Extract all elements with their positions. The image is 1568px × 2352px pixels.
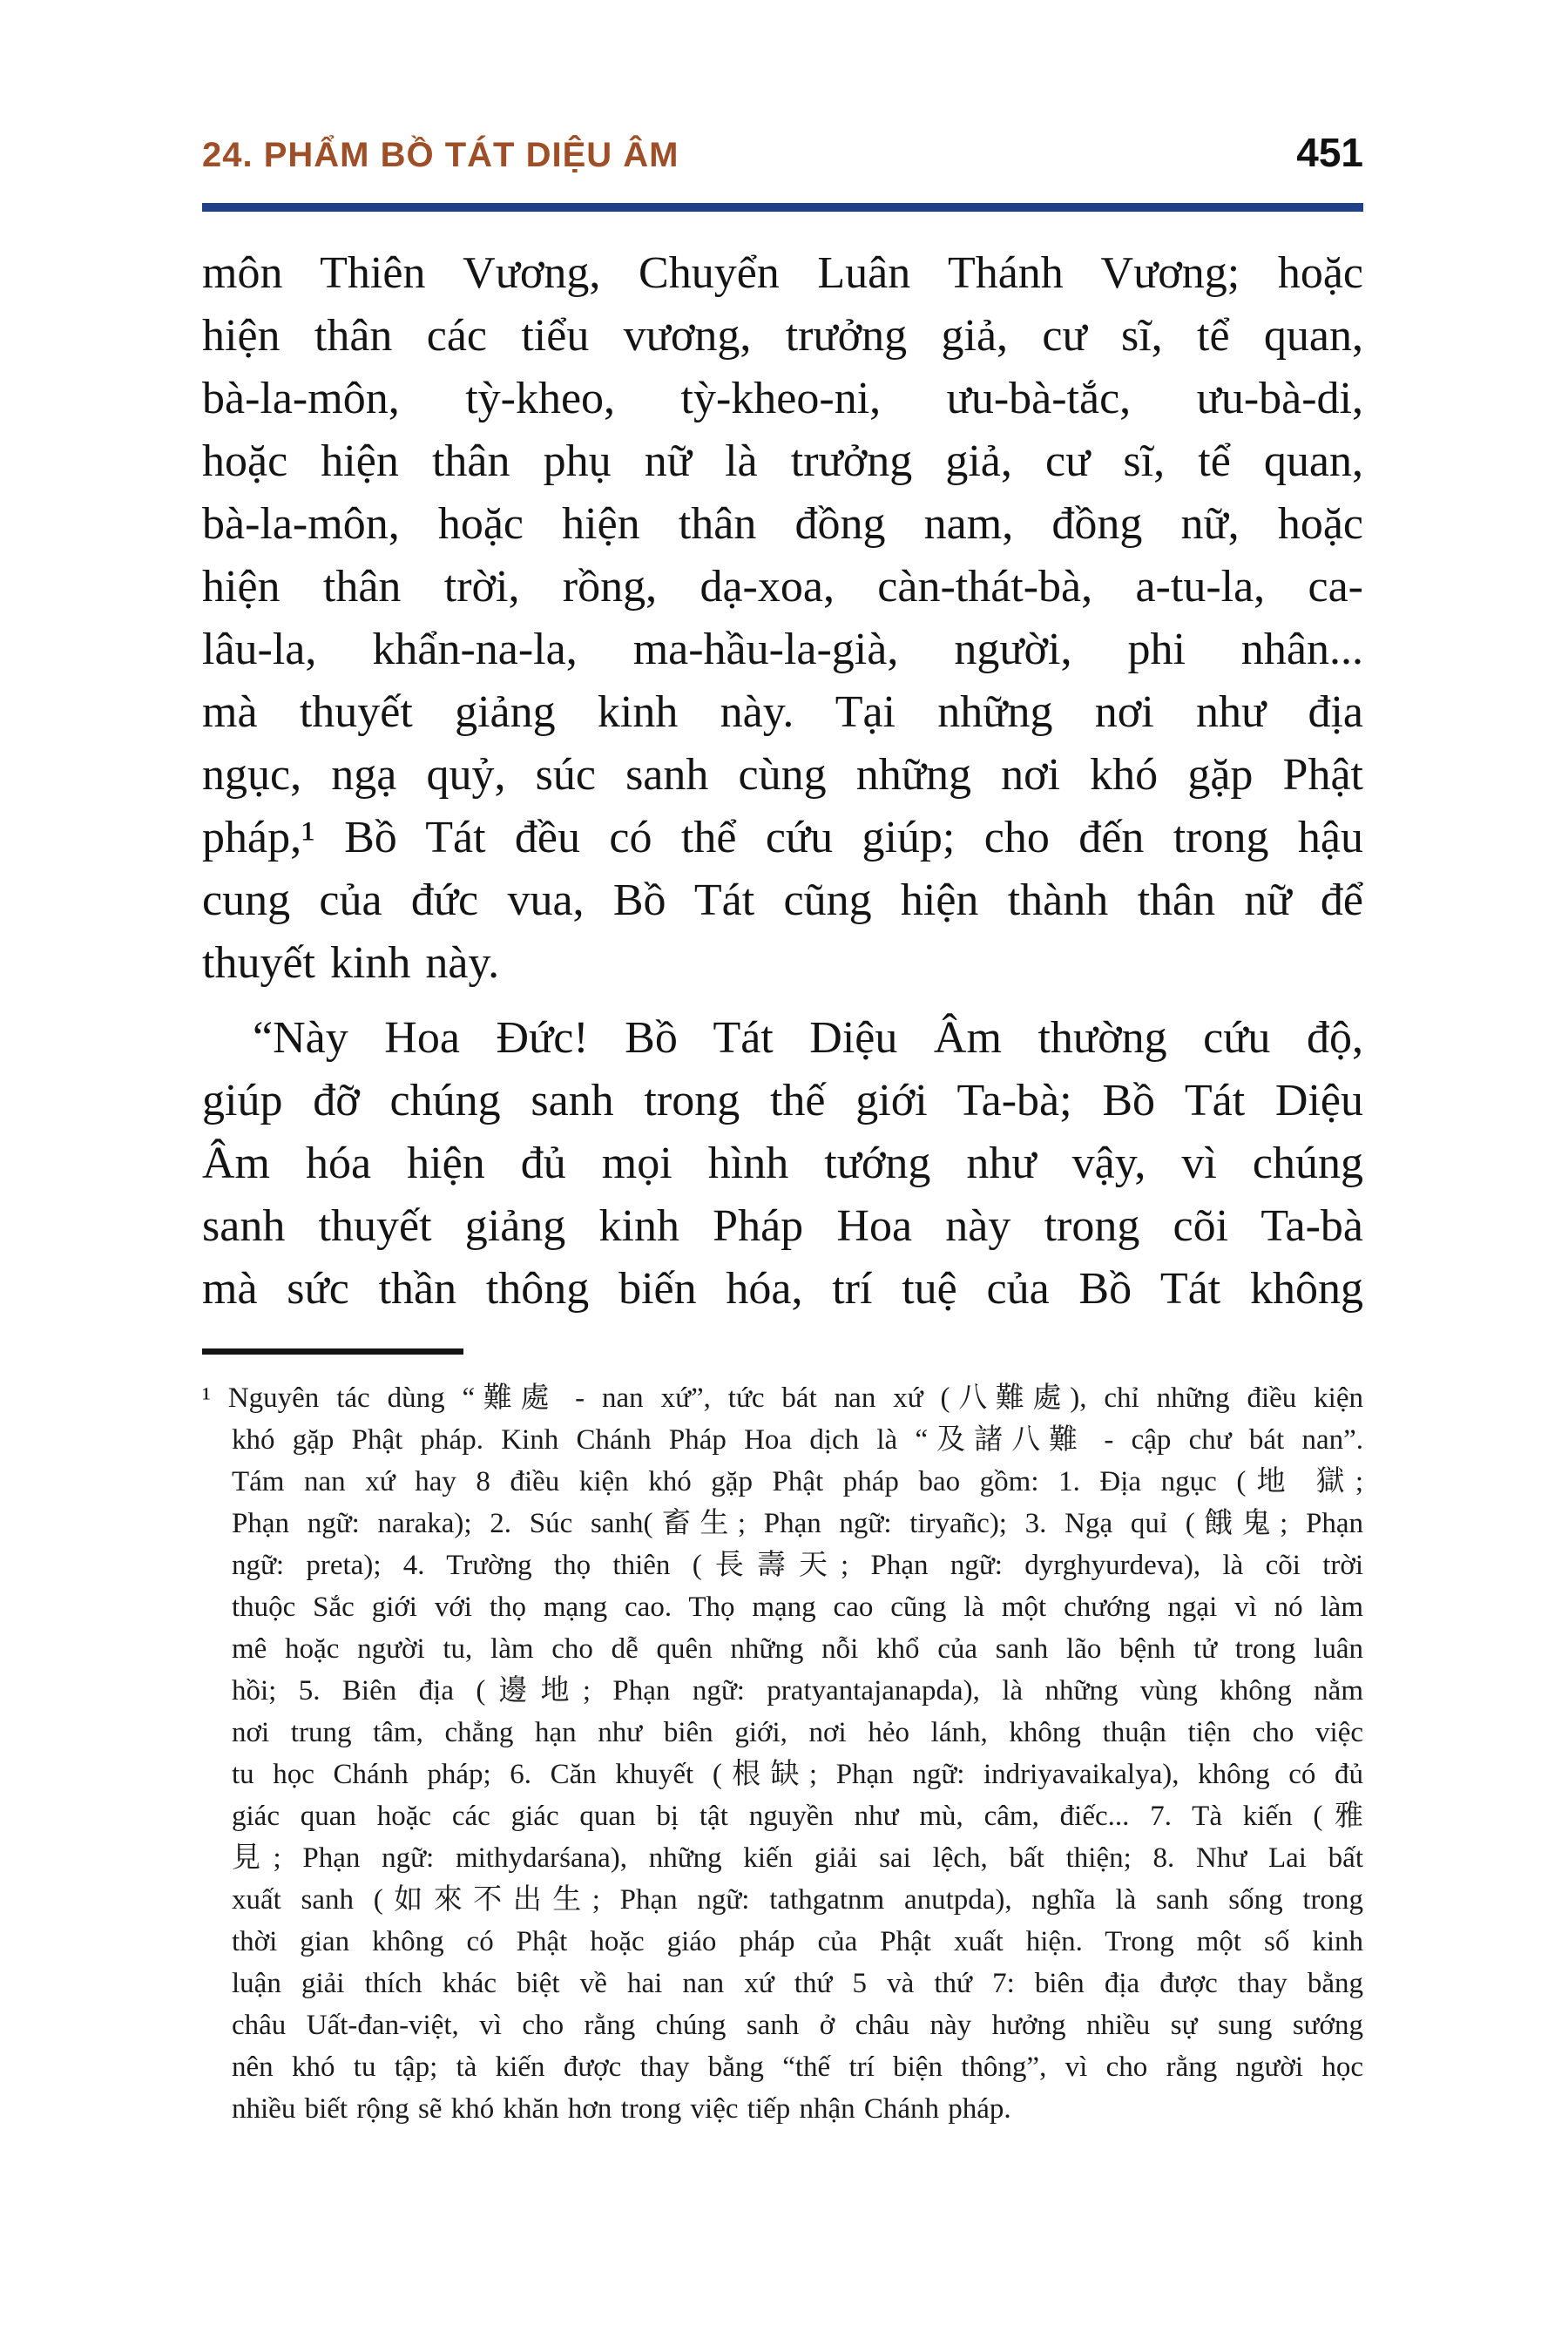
text-line: luận giải thích khác biệt về hai nan xứ thứ 5 và thứ 7: biên địa được thay bằng — [232, 1968, 1363, 1999]
text-line: nhiều biết rộng sẽ khó khăn hơn trong việc tiếp nhận Chánh pháp. — [232, 2093, 1011, 2125]
text-line: xuất sanh (如來不出生; Phạn ngữ: tathgatnm anutpda), nghĩa là sanh sống trong — [232, 1884, 1363, 1916]
text-line: 見; Phạn ngữ: mithydarśana), những kiến giải sai lệch, bất thiện; 8. Như Lai bất — [232, 1842, 1363, 1874]
text-line: cung của đức vua, Bồ Tát cũng hiện thành thân nữ để — [202, 875, 1363, 925]
text-line: nên khó tu tập; tà kiến được thay bằng “thế trí biện thông”, vì cho rằng người học — [232, 2051, 1363, 2083]
text-line: thời gian không có Phật hoặc giáo pháp của Phật xuất hiện. Trong một số kinh — [232, 1926, 1363, 1957]
text-line: Phạn ngữ: naraka); 2. Súc sanh(畜生; Phạn ngữ: tiryañc); 3. Ngạ quỉ (餓鬼; Phạn — [232, 1508, 1363, 1539]
text-line: Tám nan xứ hay 8 điều kiện khó gặp Phật pháp bao gồm: 1. Địa ngục (地 獄; — [232, 1466, 1363, 1497]
text-line: mà thuyết giảng kinh này. Tại những nơi như địa — [202, 687, 1363, 737]
page-header — [202, 129, 1363, 176]
text-line: mà sức thần thông biến hóa, trí tuệ của Bồ Tát không — [202, 1264, 1363, 1314]
text-line: lâu-la, khẩn-na-la, ma-hầu-la-già, người, phi nhân... — [202, 625, 1363, 674]
paragraph-continued — [202, 242, 1363, 995]
text-line: hiện thân trời, rồng, dạ-xoa, càn-thát-bà, a-tu-la, ca- — [202, 562, 1363, 612]
text-line: Âm hóa hiện đủ mọi hình tướng như vậy, vì chúng — [202, 1139, 1363, 1188]
text-line: hiện thân các tiểu vương, trưởng giả, cư sĩ, tể quan, — [202, 311, 1363, 361]
body-text — [202, 242, 1363, 1321]
text-line: tu học Chánh pháp; 6. Căn khuyết (根缺; Phạn ngữ: indriyavaikalya), không có đủ — [232, 1759, 1363, 1790]
text-line: thuyết kinh này. — [202, 938, 500, 988]
paragraph-quote — [202, 1007, 1363, 1321]
text-line: khó gặp Phật pháp. Kinh Chánh Pháp Hoa dịch là “及諸八難 - cập chư bát nan”. — [232, 1424, 1363, 1456]
footnote-section — [202, 1348, 1363, 2130]
footnote-divider-rule — [202, 1348, 463, 1355]
text-line: ngữ: preta); 4. Trường thọ thiên (長壽天; Phạn ngữ: dyrghyurdeva), là cõi trời — [232, 1550, 1363, 1581]
text-line: sanh thuyết giảng kinh Pháp Hoa này trong cõi Ta-bà — [202, 1201, 1363, 1251]
text-line: ¹ Nguyên tác dùng “難處 - nan xứ”, tức bát nan xứ (八難處), chỉ những điều kiện — [202, 1382, 1363, 1414]
text-line: châu Uất-đan-việt, vì cho rằng chúng sanh ở châu này hưởng nhiều sự sung sướng — [232, 2010, 1363, 2041]
text-line: bà-la-môn, hoặc hiện thân đồng nam, đồng nữ, hoặc — [202, 499, 1363, 549]
text-line: “Này Hoa Đức! Bồ Tát Diệu Âm thường cứu độ, — [253, 1013, 1363, 1063]
text-line: hoặc hiện thân phụ nữ là trưởng giả, cư sĩ, tể quan, — [202, 436, 1363, 486]
text-line: hồi; 5. Biên địa (邊地; Phạn ngữ: pratyantajanapda), là những vùng không nằm — [232, 1675, 1363, 1707]
text-line: giúp đỡ chúng sanh trong thế giới Ta-bà; Bồ Tát Diệu — [202, 1076, 1363, 1125]
text-line: mê hoặc người tu, làm cho dễ quên những nỗi khổ của sanh lão bệnh tử trong luân — [232, 1633, 1363, 1665]
footnote-text — [202, 1377, 1363, 2130]
text-line: giác quan hoặc các giác quan bị tật nguyền như mù, câm, điếc... 7. Tà kiến (雅 — [232, 1801, 1363, 1832]
text-line: thuộc Sắc giới với thọ mạng cao. Thọ mạng cao cũng là một chướng ngại vì nó làm — [232, 1592, 1363, 1623]
text-line: pháp,¹ Bồ Tát đều có thể cứu giúp; cho đến trong hậu — [202, 813, 1363, 862]
text-line: nơi trung tâm, chẳng hạn như biên giới, nơi hẻo lánh, không thuận tiện cho việc — [232, 1717, 1363, 1748]
chapter-title: 24. PHẨM BỒ TÁT DIỆU ÂM — [202, 136, 679, 174]
text-line: môn Thiên Vương, Chuyển Luân Thánh Vương; hoặc — [202, 248, 1363, 298]
text-line: ngục, ngạ quỷ, súc sanh cùng những nơi khó gặp Phật — [202, 750, 1363, 800]
header-divider-rule — [202, 203, 1363, 212]
text-line: bà-la-môn, tỳ-kheo, tỳ-kheo-ni, ưu-bà-tắc, ưu-bà-di, — [202, 374, 1363, 423]
page-number: 451 — [1296, 130, 1363, 175]
